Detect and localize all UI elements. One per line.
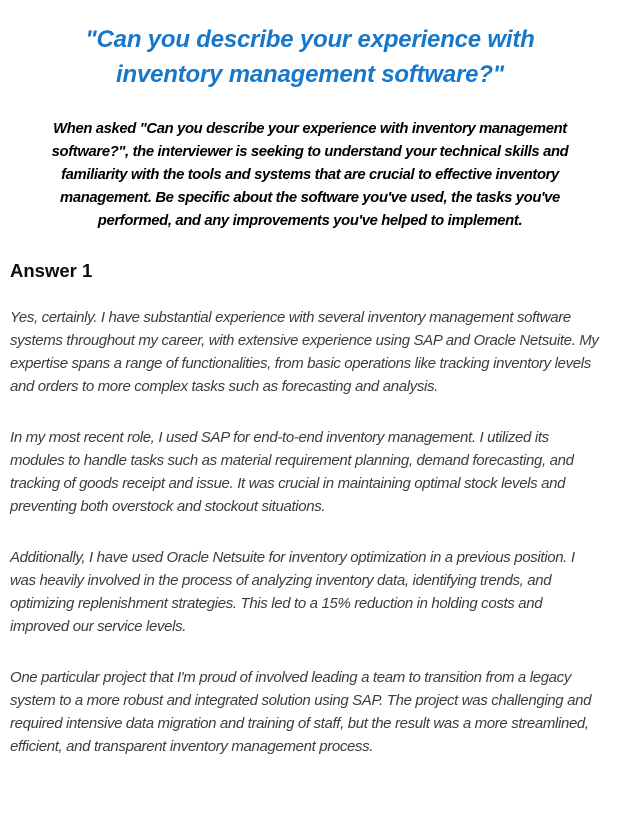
answer-heading: Answer 1: [10, 260, 93, 281]
answer-paragraph-1: Yes, certainly. I have substantial experience with several inventory management software systems throughout my career, with extensive experience using SAP and Oracle Netsuite. My expertise spans a range of functionalities, from basic operations like tracking inventory levels and orders to more complex tasks such as forecasting and analysis.: [10, 309, 599, 395]
answer-paragraph-4: One particular project that I'm proud of involved leading a team to transition from a legacy system to a more robust and integrated solution using SAP. The project was challenging and required intensive data migration and training of staff, but the result was a more streamlined, efficient, and transparent inventory management process.: [10, 669, 592, 755]
question-intro: When asked "Can you describe your experience with inventory management software?", the interviewer is seeking to understand your technical skills and familiarity with the tools and systems that are crucial to effective inventory management. Be specific about the software you've used, the tasks you've performed, and any improvements you've helped to implement.: [51, 121, 569, 229]
answer-paragraph-2: In my most recent role, I used SAP for end-to-end inventory management. I utilized its modules to handle tasks such as material requirement planning, demand forecasting, and tracking of goods receipt and issue. It was crucial in maintaining optimal stock levels and preventing both overstock and stockout situations.: [10, 429, 574, 515]
question-title: "Can you describe your experience with inventory management software?": [85, 26, 535, 88]
answer-paragraph-3: Additionally, I have used Oracle Netsuite for inventory optimization in a previous position. I was heavily involved in the process of analyzing inventory data, identifying trends, and optimizing replenishment strategies. This led to a 15% reduction in holding costs and improved our service levels.: [10, 549, 575, 635]
